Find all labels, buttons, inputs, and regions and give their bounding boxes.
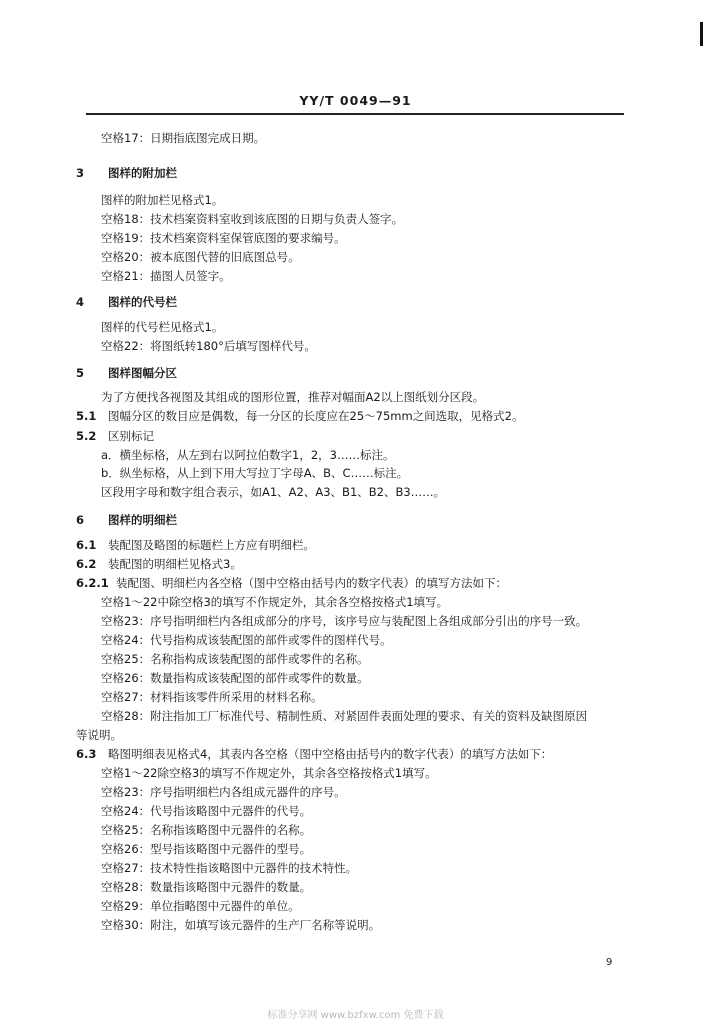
line-text: 装配图的明细栏见格式3。 <box>108 557 242 571</box>
line-text: 等说明。 <box>76 728 122 742</box>
line-text: 空格18：技术档案资料室收到该底图的日期与负责人签字。 <box>101 212 404 226</box>
line-text: 图样的代号栏见格式1。 <box>101 320 224 334</box>
text-line <box>101 269 231 283</box>
section-heading <box>76 513 177 527</box>
watermark-text: 标准分享网 www.bzfxw.com 免费下载 <box>267 1010 444 1021</box>
line-text: 图幅分区的数目应是偶数，每一分区的长度应在25～75mm之间选取，见格式2。 <box>108 409 524 423</box>
text-line <box>101 250 300 264</box>
text-line <box>101 861 357 875</box>
header-rule <box>86 113 624 115</box>
line-text: 区别标记 <box>108 429 154 443</box>
line-text: 空格25：名称指构成该装配图的部件或零件的名称。 <box>101 652 369 666</box>
line-text: 图样的代号栏 <box>108 295 177 309</box>
clause-number: 5.2 <box>76 429 97 443</box>
text-line <box>101 690 323 704</box>
numbered-clause <box>76 429 154 443</box>
clause-number: 4 <box>76 295 85 309</box>
text-line <box>101 320 223 334</box>
line-text: 图样的明细栏 <box>108 513 177 527</box>
line-text: 空格20：被本底图代替的旧底图总号。 <box>101 250 300 264</box>
clause-number: 5.1 <box>76 409 97 423</box>
document-header-code: YY/T 0049—91 <box>299 93 412 108</box>
line-text: 空格28：数量指该略图中元器件的数量。 <box>101 880 312 894</box>
line-text: 装配图、明细栏内各空格（图中空格由括号内的数字代表）的填写方法如下： <box>116 576 507 590</box>
clause-number: 6.3 <box>76 747 97 761</box>
clause-number: 6.2.1 <box>76 576 109 590</box>
numbered-clause <box>76 538 315 552</box>
line-text: 空格17：日期指底图完成日期。 <box>101 131 266 145</box>
line-text: 空格27：材料指该零件所采用的材料名称。 <box>101 690 323 704</box>
text-line <box>101 671 369 685</box>
numbered-clause <box>76 747 552 761</box>
scan-edge-mark <box>700 22 703 46</box>
line-text: 空格23：序号指明细栏内各组成元器件的序号。 <box>101 785 346 799</box>
section-heading <box>76 295 177 309</box>
line-text: 空格1～22中除空格3的填写不作规定外，其余各空格按格式1填写。 <box>101 595 449 609</box>
clause-number: 5 <box>76 366 85 380</box>
line-text: 空格30：附注，如填写该元器件的生产厂名称等说明。 <box>101 918 381 932</box>
line-text: 空格25：名称指该略图中元器件的名称。 <box>101 823 312 837</box>
text-line <box>101 595 448 609</box>
text-line <box>101 448 395 462</box>
section-heading <box>76 366 177 380</box>
numbered-clause <box>76 409 523 423</box>
line-text: 装配图及略图的标题栏上方应有明细栏。 <box>108 538 315 552</box>
text-line <box>101 633 392 647</box>
text-line <box>101 231 346 245</box>
numbered-clause <box>76 557 242 571</box>
line-text: 空格23：序号指明细栏内各组成部分的序号，该序号应与装配图上各组成部分引出的序号一致。 <box>101 614 588 628</box>
line-text: 空格22：将图纸转180°后填写图样代号。 <box>101 339 316 353</box>
clause-number: 6.2 <box>76 557 97 571</box>
text-line <box>101 785 346 799</box>
text-line <box>101 339 316 353</box>
text-line <box>101 918 380 932</box>
clause-number: 6.1 <box>76 538 97 552</box>
section-heading <box>76 166 177 180</box>
line-text: 空格19：技术档案资料室保管底图的要求编号。 <box>101 231 346 245</box>
clause-number: 3 <box>76 166 85 180</box>
text-line <box>101 485 445 499</box>
line-text: 略图明细表见格式4，其表内各空格（图中空格由括号内的数字代表）的填写方法如下： <box>108 747 553 761</box>
numbered-clause <box>76 576 507 590</box>
line-text: 为了方便找各视图及其组成的图形位置，推荐对幅面A2以上图纸划分区段。 <box>101 390 485 404</box>
text-line <box>101 466 408 480</box>
page-number: 9 <box>606 957 613 968</box>
text-line <box>101 390 484 404</box>
line-text: 空格26：型号指该略图中元器件的型号。 <box>101 842 312 856</box>
text-line <box>76 728 122 742</box>
text-line <box>101 823 311 837</box>
text-line <box>101 709 587 723</box>
text-line <box>101 131 265 145</box>
text-line <box>101 193 223 207</box>
line-text: 空格29：单位指略图中元器件的单位。 <box>101 899 300 913</box>
line-text: 空格1～22除空格3的填写不作规定外，其余各空格按格式1填写。 <box>101 766 437 780</box>
text-line <box>101 842 311 856</box>
line-text: 空格24：代号指该略图中元器件的代号。 <box>101 804 312 818</box>
line-text: 空格28：附注指加工厂标准代号、精制性质、对紧固件表面处理的要求、有关的资料及缺图原因 <box>101 709 588 723</box>
line-text: 图样的附加栏见格式1。 <box>101 193 224 207</box>
line-text: 空格27：技术特性指该略图中元器件的技术特性。 <box>101 861 358 875</box>
text-line <box>101 614 587 628</box>
text-line <box>101 652 369 666</box>
line-text: 空格26：数量指构成该装配图的部件或零件的数量。 <box>101 671 369 685</box>
line-text: 图样的附加栏 <box>108 166 177 180</box>
text-line <box>101 880 311 894</box>
line-text: 空格24：代号指构成该装配图的部件或零件的图样代号。 <box>101 633 392 647</box>
text-line <box>101 899 300 913</box>
text-line <box>101 804 311 818</box>
text-line <box>101 212 403 226</box>
clause-number: 6 <box>76 513 85 527</box>
line-text: 区段用字母和数字组合表示，如A1、A2、A3、B1、B2、B3……。 <box>101 485 446 499</box>
line-text: 图样图幅分区 <box>108 366 177 380</box>
line-text: b．纵坐标格，从上到下用大写拉丁字母A、B、C……标注。 <box>101 466 409 480</box>
line-text: a．横坐标格，从左到右以阿拉伯数字1，2，3……标注。 <box>101 448 395 462</box>
text-line <box>101 766 437 780</box>
line-text: 空格21：描图人员签字。 <box>101 269 231 283</box>
